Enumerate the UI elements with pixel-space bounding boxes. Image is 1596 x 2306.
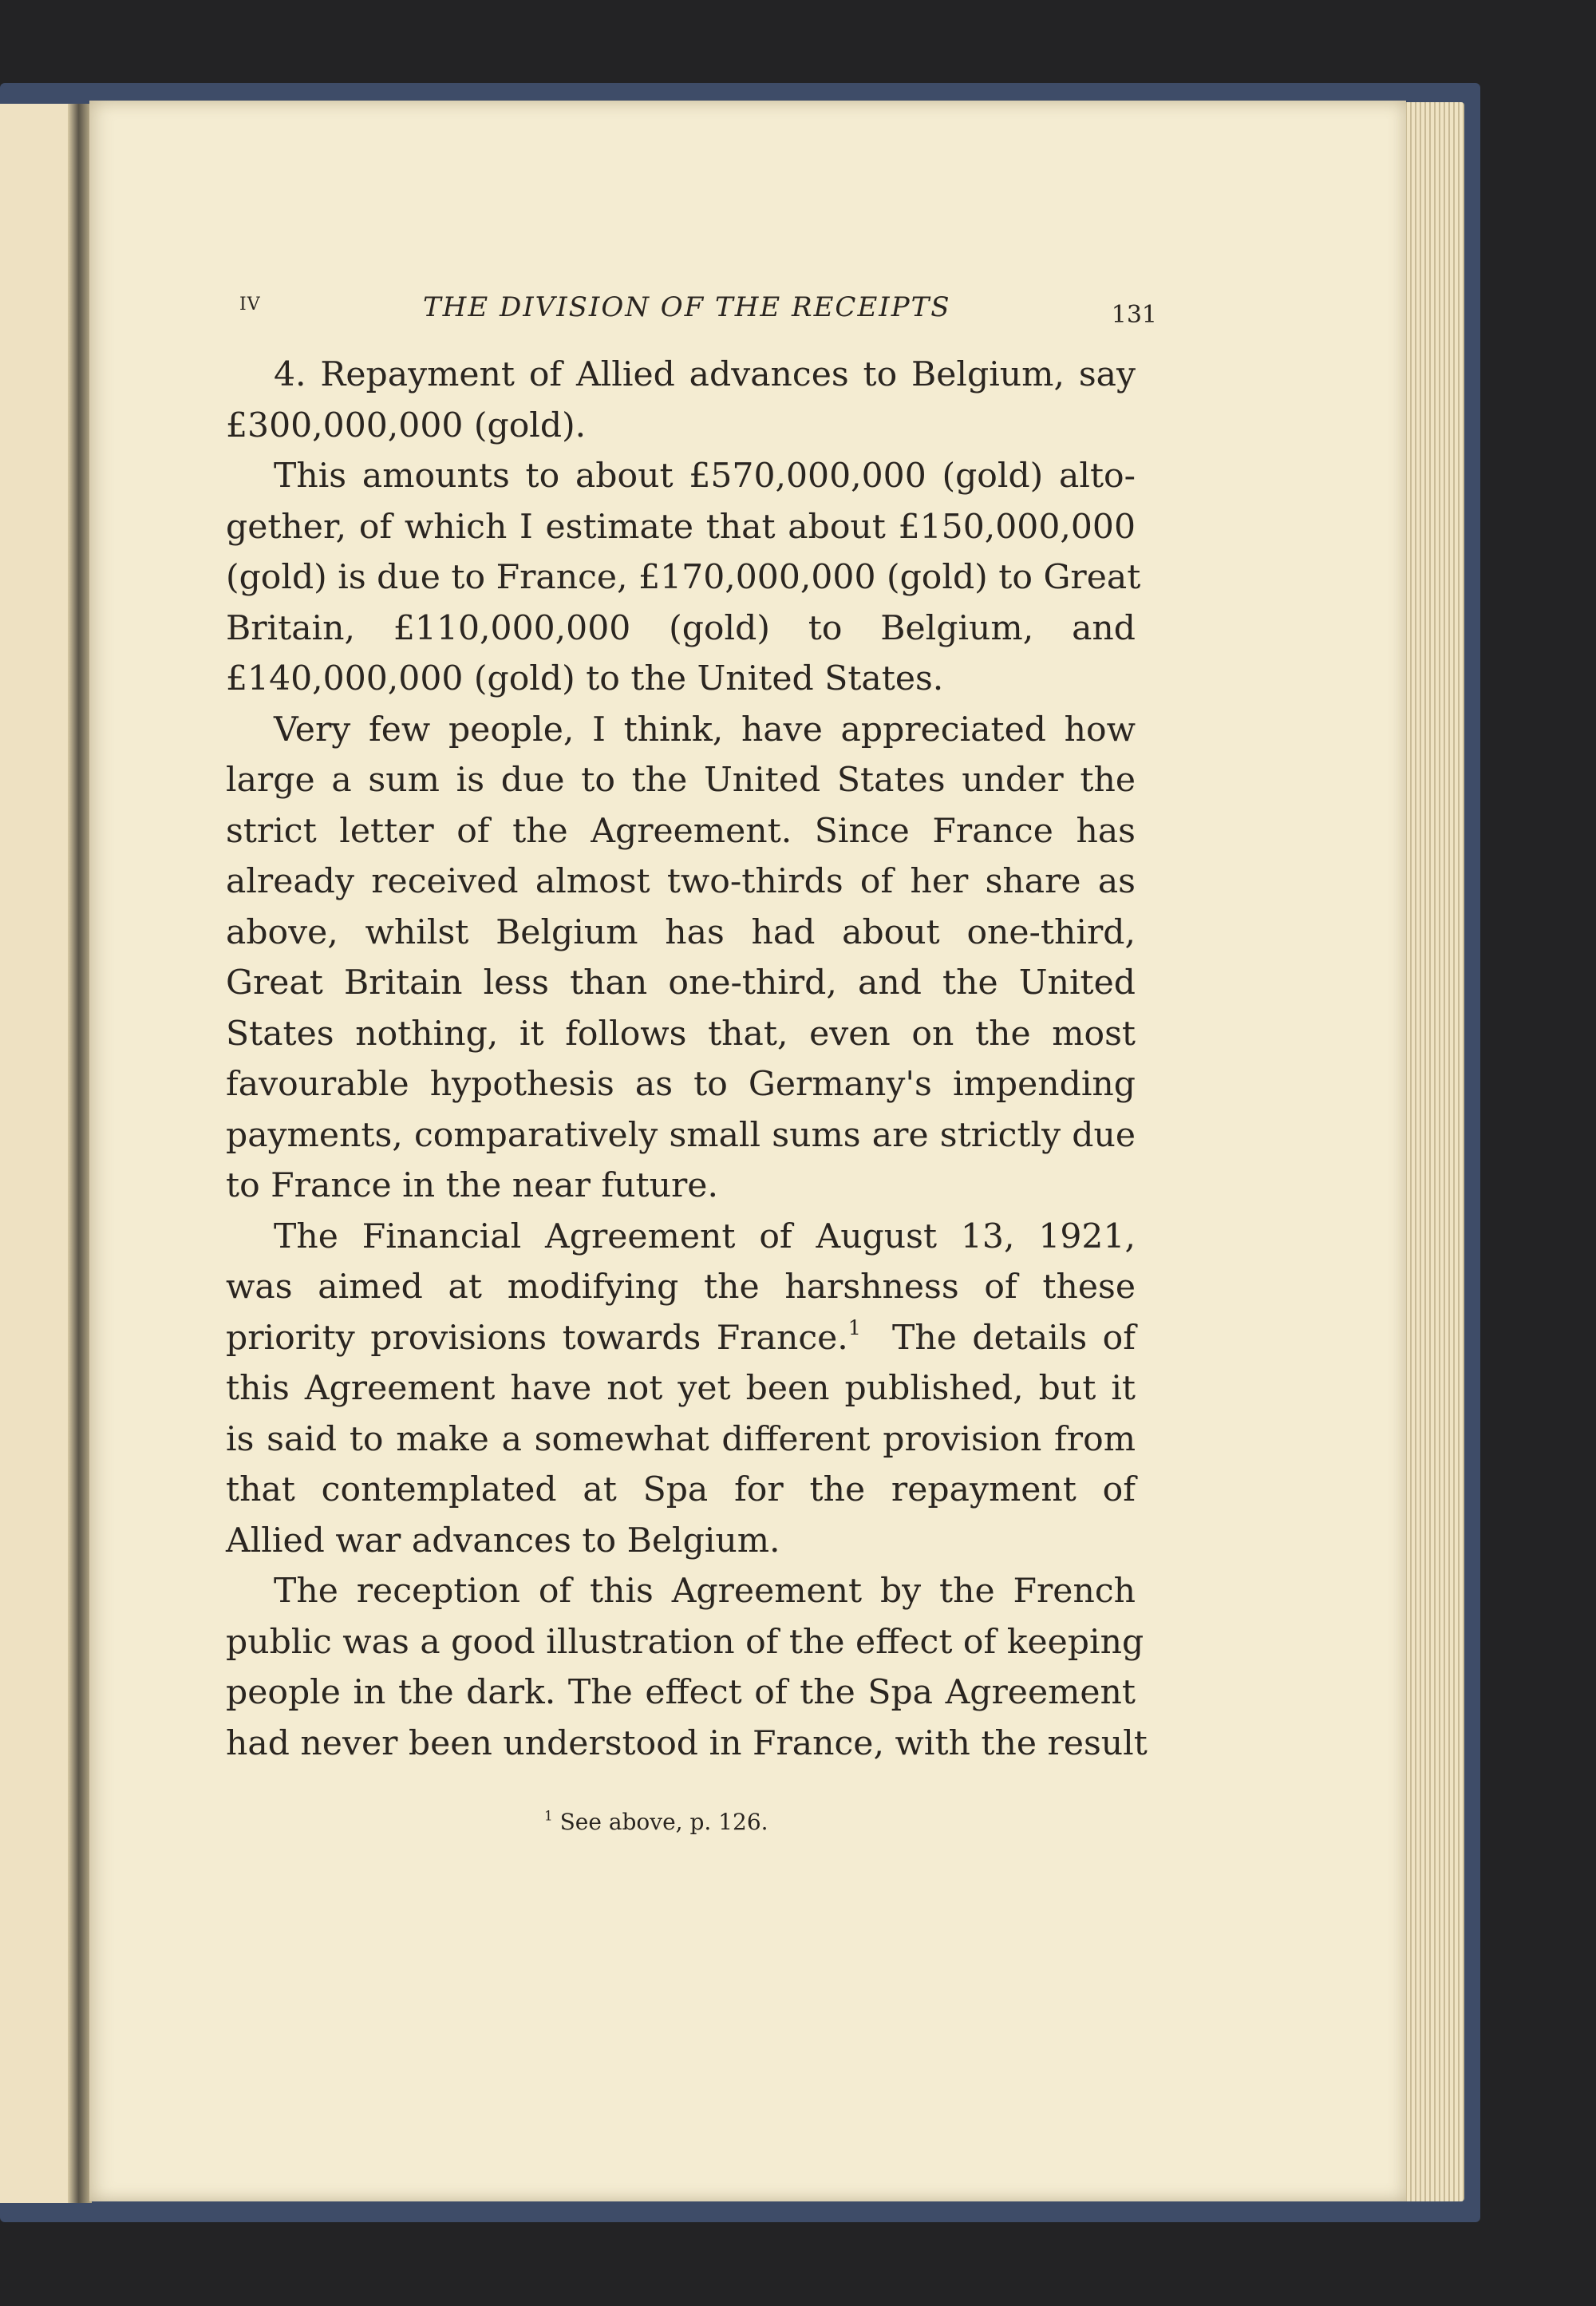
text-line: (gold) is due to France, £170,000,000 (gold) to Great [226,558,1141,597]
text-line: £140,000,000 (gold) to the United States. [226,659,944,698]
text-line: Allied war advances to Belgium. [226,1521,780,1560]
text-fragment: priority provisions towards France. [226,1318,848,1358]
running-head [239,291,1157,339]
footnote-marker: 1 [544,1807,553,1824]
text-line: public was a good illustration of the effect of keeping [226,1622,1144,1662]
footnote-reference: 1 [847,1315,862,1340]
text-line: that contemplated at Spa for the repayment of [226,1470,1136,1509]
text-line: Great Britain less than one-third, and the United [226,963,1136,1003]
text-line: Britain, £110,000,000 (gold) to Belgium, and [226,608,1136,648]
text-line: favourable hypothesis as to Germany's impending [226,1065,1136,1104]
footnote-text: See above, p. 126. [559,1809,768,1835]
text-line: to France in the near future. [226,1166,718,1205]
text-line: is said to make a somewhat different provision from [226,1419,1136,1459]
text-line: people in the dark. The effect of the Spa Agreement [226,1673,1136,1712]
text-line: The Financial Agreement of August 13, 1921, [274,1216,1136,1256]
text-line: payments, comparatively small sums are strictly due [226,1115,1136,1155]
left-page-edge [0,104,76,2203]
text-fragment: The details of [892,1318,1136,1358]
page-number: 131 [1111,301,1157,329]
text-line: was aimed at modifying the harshness of these [226,1268,1136,1307]
text-line: had never been understood in France, with the result [226,1723,1148,1763]
running-title: THE DIVISION OF THE RECEIPTS [423,291,951,323]
text-line: This amounts to about £570,000,000 (gold) alto- [274,457,1136,496]
text-line: strict letter of the Agreement. Since France has [226,811,1136,851]
text-line: States nothing, it follows that, even on the most [226,1014,1136,1054]
body-text [226,350,1148,1769]
footnote [544,1809,768,1835]
text-line: above, whilst Belgium has had about one-third, [226,912,1136,952]
text-line: already received almost two-thirds of her share as [226,862,1136,901]
book-gutter [68,104,92,2203]
text-line: 4. Repayment of Allied advances to Belgium, say [274,355,1136,394]
text-line: this Agreement have not yet been published, but it [226,1369,1136,1408]
text-line: large a sum is due to the United States under the [226,761,1136,800]
chapter-number: IV [239,295,261,314]
text-line: The reception of this Agreement by the French [274,1572,1136,1611]
text-line: Very few people, I think, have appreciated how [274,710,1136,750]
text-line: gether, of which I estimate that about £150,000,000 [226,507,1136,547]
text-line [226,1313,1136,1364]
text-line: £300,000,000 (gold). [226,405,587,445]
